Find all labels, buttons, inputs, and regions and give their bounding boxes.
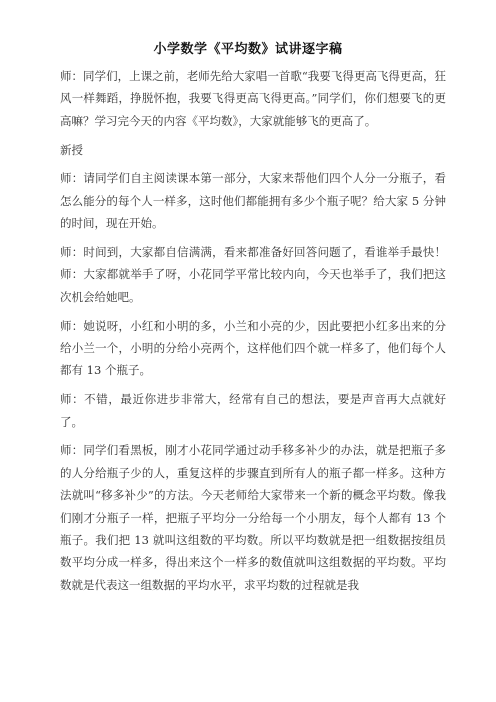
paragraph-section-heading: 新授: [60, 142, 83, 157]
paragraph-intro: 师：同学们，上课之前，老师先给大家唱一首歌“我要飞得更高飞得更高，狂风一样舞蹈，挣脱怀抱，我要飞得更高飞得更高。”同学们，你们想要飞的更高嘛？学习完今天的内容《平均数》，大家就能够飞的更高了。: [60, 69, 446, 128]
paragraph-student-answer: 师：她说呀，小红和小明的多，小兰和小亮的少，因此要把小红多出来的分给小兰一个，小明的分给小亮两个，这样他们四个就一样多了，他们每个人都有 13 个瓶子。: [60, 318, 446, 378]
paragraph-praise: 师：不错，最近你进步非常大，经常有自己的想法，要是声音再大点就好了。: [60, 392, 446, 429]
paragraph-reading-task: 师：请同学们自主阅读课本第一部分，大家来帮他们四个人分一分瓶子，看怎么能分的每个人一样多，这时他们都能拥有多少个瓶子呢？给大家 5 分钟的时间，现在开始。: [60, 171, 446, 231]
document-body: [60, 65, 446, 603]
document-title: 小学数学《平均数》试讲逐字稿: [153, 42, 343, 57]
paragraph-hands-up: 师：时间到，大家都自信满满，看来都准备好回答问题了，看谁举手最快！师：大家都就举手了呀，小花同学平常比较内向，今天也举手了，我们把这次机会给她吧。: [60, 245, 446, 304]
paragraph-concept: 师：同学们看黑板，刚才小花同学通过动手移多补少的办法，就是把瓶子多的人分给瓶子少的人，重复这样的步骤直到所有人的瓶子都一样多。这种方法就叫“移多补少”的方法。今天老师给大家带来一个新的概念平均数。像我们刚才分瓶子一样，把瓶子平均分一分给每一个小朋友，每个人都有 13 个瓶子。我们把 13 就叫这组数的平均数。所以平均数就是把一组数据按组员数平均分成一样多，得出来这个一样多的数值就叫这组数据的平均数。平均数就是代表这一组数据的平均水平，求平均数的过程就是我: [60, 443, 446, 592]
